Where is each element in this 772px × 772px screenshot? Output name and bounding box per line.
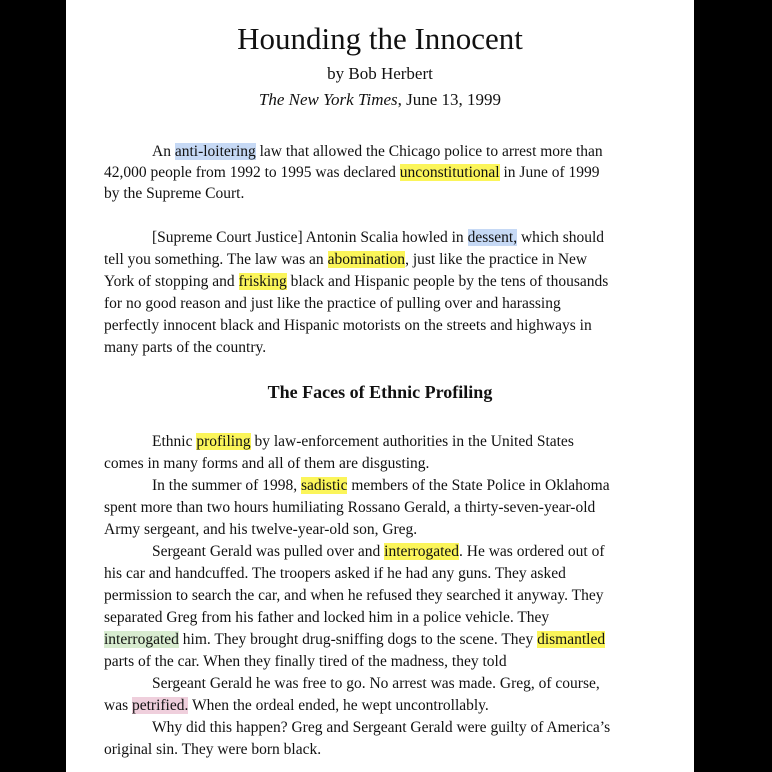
text-span: by the Supreme Court. (104, 185, 245, 202)
highlighted-word: interrogated (384, 543, 460, 560)
text-line (152, 142, 603, 162)
document-page (66, 0, 694, 772)
highlighted-word: petrified. (131, 697, 189, 714)
text-span: An (152, 143, 175, 160)
text-span: members of the State Police in Oklahoma (347, 477, 610, 494)
text-span: York of stopping and (104, 273, 239, 290)
article-title: Hounding the Innocent (237, 21, 523, 56)
text-line (104, 498, 595, 518)
highlighted-word: dessent, (467, 229, 518, 246)
text-span: Sergeant Gerald he was free to go. No arrest was made. Greg, of course, (152, 675, 600, 692)
highlighted-word: dismantled (537, 631, 606, 648)
text-span: Ethnic (152, 433, 197, 450)
text-span: permission to search the car, and when he refused they searched it anyway. They (104, 587, 604, 604)
text-span: Sergeant Gerald was pulled over and (152, 543, 385, 560)
text-line (104, 184, 244, 204)
text-span: , just like the practice in New (405, 251, 588, 268)
text-line (104, 163, 600, 183)
text-span: 42,000 people from 1992 to 1995 was declared (104, 164, 400, 181)
highlighted-word: frisking (238, 273, 287, 290)
text-line (104, 696, 489, 716)
text-span: him. They brought drug-sniffing dogs to the scene. They (178, 631, 538, 648)
text-line (104, 630, 605, 650)
text-span: black and Hispanic people by the tens of thousands (286, 273, 609, 290)
text-line (104, 338, 266, 358)
text-line (152, 228, 604, 248)
highlighted-word: abomination (327, 251, 406, 268)
text-span: separated Greg from his father and locked him in a police vehicle. They (104, 609, 550, 626)
highlighted-word: unconstitutional (399, 164, 500, 181)
text-line (152, 432, 574, 452)
text-span: law that allowed the Chicago police to arrest more than (255, 143, 603, 160)
text-line (104, 272, 608, 292)
text-line (104, 652, 507, 672)
text-line (104, 454, 429, 474)
section-heading: The Faces of Ethnic Profiling (267, 382, 493, 402)
text-line (152, 476, 610, 496)
text-span: original sin. They were born black. (104, 741, 322, 758)
text-span: . He was ordered out of (459, 543, 605, 560)
highlighted-word: sadistic (300, 477, 348, 494)
text-span: Army sergeant, and his twelve-year-old son, Greg. (104, 521, 418, 538)
text-line (104, 564, 566, 584)
text-span: by law-enforcement authorities in the United States (250, 433, 574, 450)
text-line (104, 586, 604, 606)
text-span: [Supreme Court Justice] Antonin Scalia howled in (152, 229, 468, 246)
text-line (104, 294, 561, 314)
text-span: parts of the car. When they finally tired of the madness, they told (104, 653, 507, 670)
publication-date: , June 13, 1999 (397, 90, 502, 109)
text-span: When the ordeal ended, he wept uncontrollably. (188, 697, 489, 714)
byline: by Bob Herbert (327, 64, 433, 83)
text-span: In the summer of 1998, (152, 477, 301, 494)
text-span: comes in many forms and all of them are disgusting. (104, 455, 430, 472)
publication-line (66, 89, 694, 111)
publication-name: The New York Times (258, 90, 398, 109)
text-span: his car and handcuffed. The troopers asked if he had any guns. They asked (104, 565, 566, 582)
text-span: was (104, 697, 132, 714)
highlighted-word: anti-loitering (174, 143, 256, 160)
text-line (104, 250, 587, 270)
text-span: Why did this happen? Greg and Sergeant Gerald were guilty of America’s (152, 719, 611, 736)
text-line (152, 542, 605, 562)
text-span: tell you something. The law was an (104, 251, 328, 268)
text-span: which should (517, 229, 605, 246)
text-span: for no good reason and just like the practice of pulling over and harassing (104, 295, 561, 312)
text-line (104, 740, 321, 760)
text-line (104, 608, 549, 628)
text-line (152, 674, 600, 694)
text-span: in June of 1999 (499, 164, 600, 181)
text-line (152, 718, 610, 738)
text-span: spent more than two hours humiliating Rossano Gerald, a thirty-seven-year-old (104, 499, 596, 516)
text-line (104, 520, 417, 540)
highlighted-word: profiling (196, 433, 251, 450)
text-line (104, 316, 592, 336)
text-span: perfectly innocent black and Hispanic motorists on the streets and highways in (104, 317, 592, 334)
highlighted-word: interrogated (104, 631, 179, 648)
text-span: many parts of the country. (104, 339, 267, 356)
